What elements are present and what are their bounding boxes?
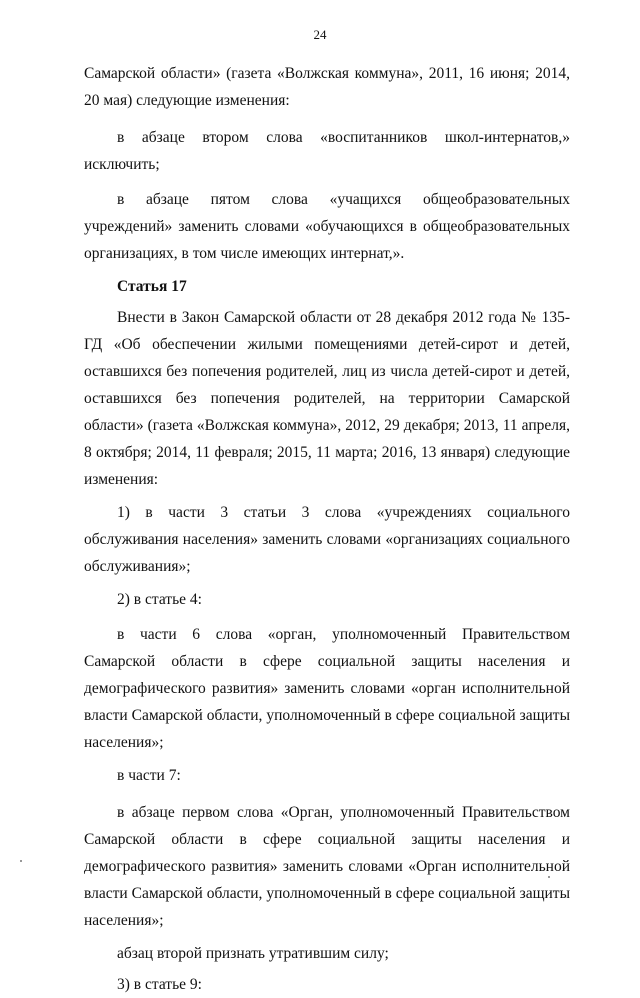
page-number: 24 <box>313 27 327 42</box>
scan-speck <box>20 860 22 862</box>
paragraph-item-1: 1) в части 3 статьи 3 слова «учреждениях социального обслуживания населения» заменить словами «организациях социального обслуживания»; <box>84 504 570 575</box>
paragraph-amendment-2: в абзаце пятом слова «учащихся общеобразовательных учреждений» заменить словами «обучающихся в общеобразовательных организациях, в том числе имеющих интернат,». <box>84 191 570 262</box>
paragraph-item-3: 3) в статье 9: <box>117 976 202 993</box>
paragraph-part-6: в части 6 слова «орган, уполномоченный Правительством Самарской области в сфере социальной защиты населения и демографического развития» заменить словами «орган исполнительной власти Самарской области, уполномоченный в сфере социальной защиты населения»; <box>84 626 570 751</box>
scan-speck <box>548 876 550 878</box>
article-heading: Статья 17 <box>117 278 187 295</box>
paragraph-continuation: Самарской области» (газета «Волжская коммуна», 2011, 16 июня; 2014, 20 мая) следующие изменения: <box>84 65 570 109</box>
paragraph-amendment-1: в абзаце втором слова «воспитанников школ-интернатов,» исключить; <box>84 129 570 173</box>
paragraph-part-7-second: абзац второй признать утратившим силу; <box>117 945 389 962</box>
paragraph-part-7: в части 7: <box>117 767 181 784</box>
paragraph-part-7-first: в абзаце первом слова «Орган, уполномоченный Правительством Самарской области в сфере социальной защиты населения и демографического развития» заменить словами «Орган исполнительной власти Самарской области, уполномоченный в сфере социальной защиты населения»; <box>84 804 570 929</box>
document-body <box>84 60 570 998</box>
paragraph-article-intro: Внести в Закон Самарской области от 28 декабря 2012 года № 135-ГД «Об обеспечении жилыми помещениями детей-сирот и детей, оставшихся без попечения родителей, лиц из числа детей-сирот и детей, оставшихся без попечения родителей, на территории Самарской области» (газета «Волжская коммуна», 2012, 29 декабря; 2013, 11 апреля, 8 октября; 2014, 11 февраля; 2015, 11 марта; 2016, 13 января) следующие изменения: <box>84 309 570 488</box>
paragraph-item-2: 2) в статье 4: <box>117 591 202 608</box>
